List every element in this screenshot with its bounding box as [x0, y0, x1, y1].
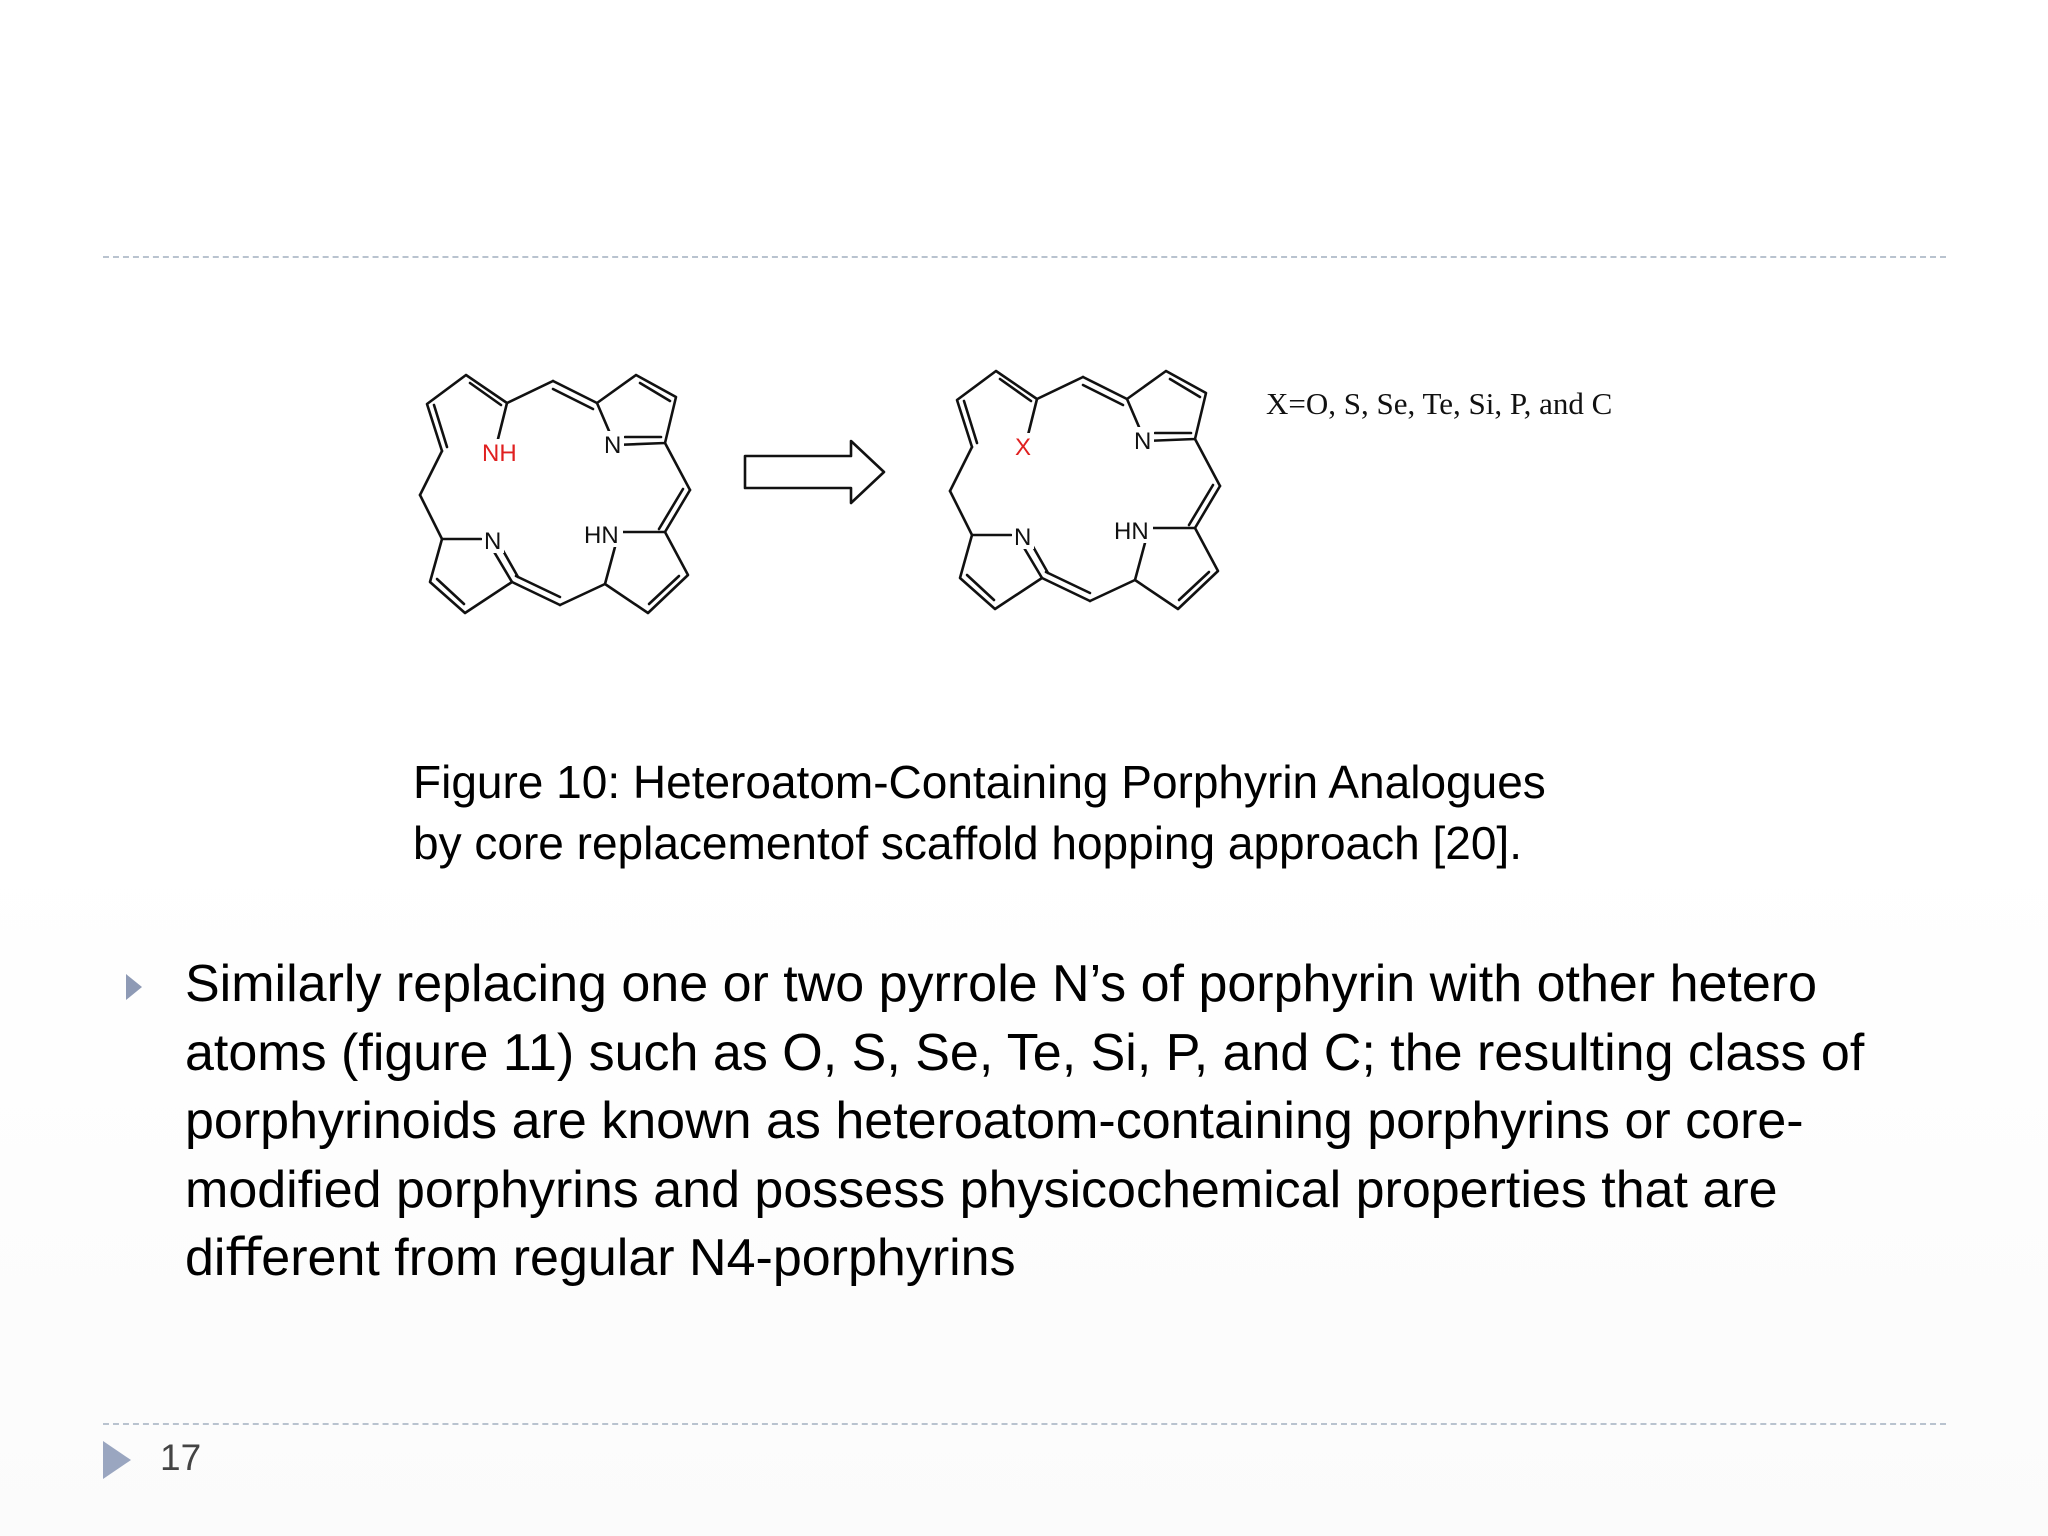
atom-label-n: N: [604, 432, 622, 459]
footer-arrow-icon: [101, 1439, 133, 1481]
figure-caption: Figure 10: Heteroatom-Containing Porphyrin Analogues by core replacementof scaffold hopping approach [20].: [413, 756, 1546, 869]
atom-label-hn: HN: [584, 522, 619, 549]
bullet-arrow-icon: [124, 972, 144, 1002]
atom-label-n: N: [484, 528, 502, 555]
atom-label-hn: HN: [1114, 518, 1149, 545]
atom-label-x: X: [1015, 434, 1032, 461]
transformation-arrow: [745, 441, 884, 503]
top-divider: [103, 256, 1946, 258]
slide-number: 17: [160, 1437, 202, 1478]
bullet-paragraph: Similarly replacing one or two pyrrole N’s of porphyrin with other hetero atoms (figure 11) such as O, S, Se, Te, Si, P, and C; the resulting class of porphyrinoids are known as heteroatom-containing porphyrins or core-modified porphyrins and possess physicochemical properties that are diﬀerent from regular N4-porphyrins: [185, 955, 1865, 1287]
heteroatom-legend: X=O, S, Se, Te, Si, P, and C: [1266, 386, 1613, 421]
core-modified-structure: [950, 371, 1220, 609]
atom-label-n: N: [1134, 428, 1152, 455]
atom-label-n: N: [1014, 524, 1032, 551]
porphyrin-structure: [420, 375, 690, 613]
bottom-divider: [103, 1423, 1946, 1425]
atom-label-nh: NH: [482, 440, 517, 467]
